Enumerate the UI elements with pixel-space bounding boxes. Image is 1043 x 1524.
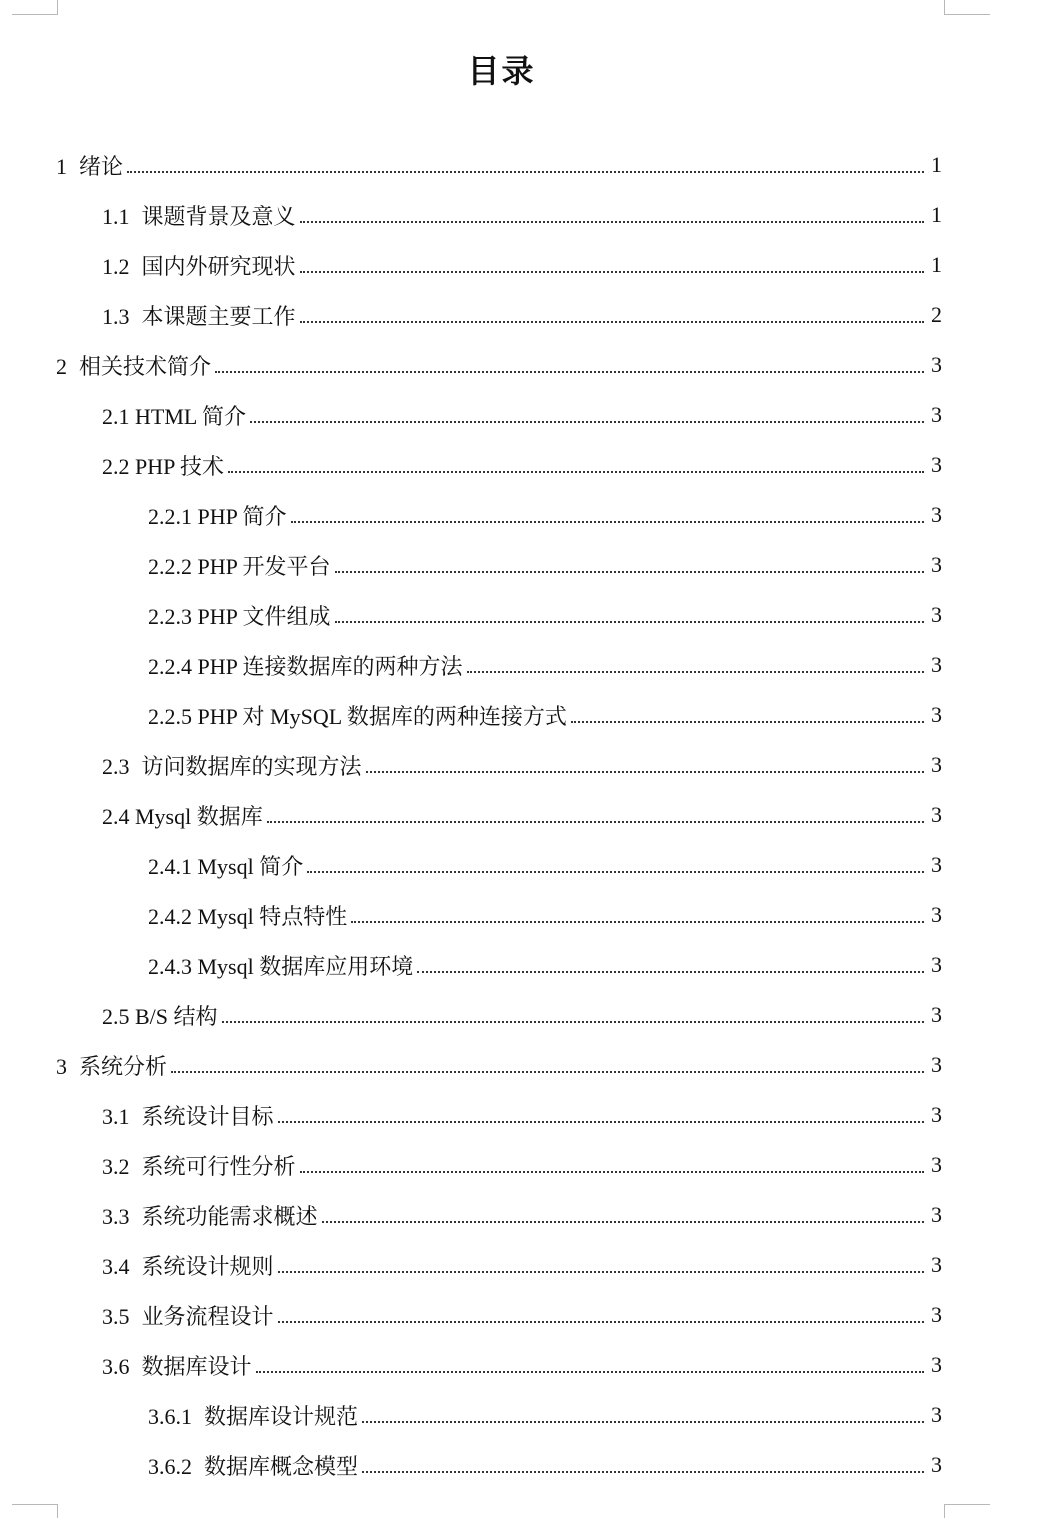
toc-entry-label bbox=[148, 850, 303, 881]
dot-leader bbox=[278, 1271, 924, 1273]
toc-entry[interactable] bbox=[148, 890, 942, 940]
toc-entry-text: 课题背景及意义 bbox=[141, 203, 296, 229]
toc-entry[interactable] bbox=[102, 1290, 942, 1340]
toc-entry-text: 2.1 HTML 简介 bbox=[102, 403, 247, 429]
toc-entry-label bbox=[148, 1450, 358, 1481]
dot-leader bbox=[291, 521, 924, 523]
toc-entry[interactable] bbox=[102, 990, 942, 1040]
toc-entry-text: 2.2.5 PHP 对 MySQL 数据库的两种连接方式 bbox=[148, 703, 567, 729]
toc-entry-label bbox=[102, 1250, 274, 1281]
dot-leader bbox=[417, 971, 924, 973]
toc-entry-page-number: 1 bbox=[931, 252, 942, 277]
toc-entry-label bbox=[148, 650, 463, 681]
toc-entry-text: 2.5 B/S 结构 bbox=[102, 1003, 218, 1029]
toc-entry-label bbox=[148, 550, 331, 581]
toc-entry[interactable] bbox=[148, 940, 942, 990]
toc-entry-label bbox=[148, 600, 331, 631]
dot-leader bbox=[278, 1321, 924, 1323]
toc-entry[interactable] bbox=[148, 840, 942, 890]
toc-entry-page-number: 3 bbox=[931, 1452, 942, 1477]
toc-entry-text: 2.2.2 PHP 开发平台 bbox=[148, 553, 331, 579]
dot-leader bbox=[300, 1171, 924, 1173]
toc-entry-label bbox=[148, 950, 413, 981]
toc-entry-page-number: 3 bbox=[931, 552, 942, 577]
toc-entry[interactable] bbox=[102, 740, 942, 790]
toc-entry-label bbox=[102, 1150, 296, 1181]
toc-entry-page-number: 3 bbox=[931, 1302, 942, 1327]
dot-leader bbox=[171, 1071, 924, 1073]
toc-entry-number: 3.3 bbox=[102, 1203, 130, 1229]
toc-entry-label bbox=[102, 1300, 274, 1331]
toc-entry-page-number: 3 bbox=[931, 902, 942, 927]
toc-entry-text: 2.4.3 Mysql 数据库应用环境 bbox=[148, 953, 414, 979]
toc-entry-page-number: 3 bbox=[931, 1252, 942, 1277]
dot-leader bbox=[127, 171, 924, 173]
toc-entry-text: 系统分析 bbox=[79, 1053, 168, 1079]
dot-leader bbox=[228, 471, 924, 473]
toc-entry-label bbox=[102, 200, 296, 231]
toc-entry[interactable] bbox=[102, 1340, 942, 1390]
dot-leader bbox=[351, 921, 924, 923]
toc-entry[interactable] bbox=[148, 1390, 942, 1440]
toc-entry-page-number: 3 bbox=[931, 1202, 942, 1227]
toc-entry-number: 1.3 bbox=[102, 303, 130, 329]
toc-entry-page-number: 3 bbox=[931, 502, 942, 527]
toc-entry[interactable] bbox=[148, 1440, 942, 1490]
toc-entry-page-number: 3 bbox=[931, 1052, 942, 1077]
toc-entry-label bbox=[56, 1050, 167, 1081]
toc-entry-label bbox=[102, 300, 296, 331]
toc-entry[interactable] bbox=[56, 140, 942, 190]
toc-entry[interactable] bbox=[102, 1140, 942, 1190]
page-title: 目录 bbox=[467, 52, 536, 90]
toc-entry-text: 绪论 bbox=[79, 153, 124, 179]
toc-entry-page-number: 3 bbox=[931, 1002, 942, 1027]
toc-entry-label bbox=[102, 1000, 218, 1031]
toc-entry-number: 3 bbox=[56, 1053, 67, 1079]
toc-entry-page-number: 3 bbox=[931, 652, 942, 677]
toc-entry-text: 数据库设计规范 bbox=[204, 1403, 359, 1429]
toc-entry-page-number: 3 bbox=[931, 452, 942, 477]
toc-entry[interactable] bbox=[102, 240, 942, 290]
toc-entry[interactable] bbox=[148, 640, 942, 690]
dot-leader bbox=[307, 871, 924, 873]
toc-entry-text: 系统可行性分析 bbox=[141, 1153, 296, 1179]
toc-entry-text: 数据库设计 bbox=[141, 1353, 252, 1379]
dot-leader bbox=[300, 221, 924, 223]
toc-entry-label bbox=[102, 1350, 252, 1381]
toc-entry-text: 数据库概念模型 bbox=[204, 1453, 359, 1479]
toc-entry[interactable] bbox=[102, 1090, 942, 1140]
toc-entry-label bbox=[102, 250, 296, 281]
toc-entry[interactable] bbox=[102, 290, 942, 340]
toc-entry-label bbox=[102, 750, 362, 781]
toc-entry[interactable] bbox=[102, 440, 942, 490]
toc-entry-number: 1 bbox=[56, 153, 67, 179]
toc-entry-label bbox=[102, 800, 263, 831]
toc-entry-text: 2.4 Mysql 数据库 bbox=[102, 803, 263, 829]
toc-entry-page-number: 3 bbox=[931, 952, 942, 977]
toc-entry-number: 3.5 bbox=[102, 1303, 130, 1329]
toc-entry-label bbox=[56, 350, 211, 381]
toc-entry-number: 3.1 bbox=[102, 1103, 130, 1129]
toc-entry-number: 3.6.1 bbox=[148, 1403, 192, 1429]
toc-entry-text: 访问数据库的实现方法 bbox=[141, 753, 362, 779]
toc-entry-page-number: 3 bbox=[931, 702, 942, 727]
toc-entry-page-number: 1 bbox=[931, 152, 942, 177]
toc-entry-page-number: 1 bbox=[931, 202, 942, 227]
dot-leader bbox=[335, 621, 924, 623]
toc-entry-text: 2.4.1 Mysql 简介 bbox=[148, 853, 304, 879]
toc-entry-page-number: 3 bbox=[931, 1102, 942, 1127]
toc-entry-label bbox=[102, 450, 224, 481]
toc-entry[interactable] bbox=[102, 790, 942, 840]
toc-entry-number: 1.1 bbox=[102, 203, 130, 229]
toc-entry-page-number: 3 bbox=[931, 1152, 942, 1177]
dot-leader bbox=[322, 1221, 924, 1223]
dot-leader bbox=[300, 321, 924, 323]
toc-entry-page-number: 3 bbox=[931, 802, 942, 827]
toc-entry-text: 业务流程设计 bbox=[141, 1303, 274, 1329]
toc-entry-label bbox=[102, 1100, 274, 1131]
toc-entry[interactable] bbox=[102, 1240, 942, 1290]
toc-entry[interactable] bbox=[148, 590, 942, 640]
toc-entry-label bbox=[102, 400, 246, 431]
toc-entry[interactable] bbox=[148, 490, 942, 540]
dot-leader bbox=[222, 1021, 924, 1023]
toc-entry-text: 系统功能需求概述 bbox=[141, 1203, 318, 1229]
toc-entry-number: 2.3 bbox=[102, 753, 130, 779]
toc-entry-text: 2.2.3 PHP 文件组成 bbox=[148, 603, 331, 629]
toc-entry-text: 相关技术简介 bbox=[79, 353, 212, 379]
dot-leader bbox=[250, 421, 924, 423]
toc-entry-text: 系统设计目标 bbox=[141, 1103, 274, 1129]
toc-entry-label bbox=[148, 700, 567, 731]
toc-entry-page-number: 3 bbox=[931, 1402, 942, 1427]
toc-entry-text: 2.2 PHP 技术 bbox=[102, 453, 225, 479]
dot-leader bbox=[335, 571, 924, 573]
toc-entry-text: 2.4.2 Mysql 特点特性 bbox=[148, 903, 348, 929]
toc-entry-number: 3.2 bbox=[102, 1153, 130, 1179]
toc-entry[interactable] bbox=[148, 690, 942, 740]
toc-entry-page-number: 3 bbox=[931, 752, 942, 777]
dot-leader bbox=[256, 1371, 924, 1373]
toc-entry-page-number: 2 bbox=[931, 302, 942, 327]
dot-leader bbox=[467, 671, 924, 673]
toc-entry-label bbox=[148, 1400, 358, 1431]
dot-leader bbox=[366, 771, 924, 773]
toc-entry-number: 3.6 bbox=[102, 1353, 130, 1379]
dot-leader bbox=[571, 721, 924, 723]
toc-entry-text: 2.2.4 PHP 连接数据库的两种方法 bbox=[148, 653, 463, 679]
toc-entry-page-number: 3 bbox=[931, 1352, 942, 1377]
toc-entry-text: 国内外研究现状 bbox=[141, 253, 296, 279]
toc-entry-text: 本课题主要工作 bbox=[141, 303, 296, 329]
dot-leader bbox=[300, 271, 924, 273]
toc-entry-label bbox=[102, 1200, 318, 1231]
dot-leader bbox=[278, 1121, 924, 1123]
toc-entry-page-number: 3 bbox=[931, 602, 942, 627]
dot-leader bbox=[362, 1421, 924, 1423]
toc-entry-label bbox=[56, 150, 123, 181]
toc-entry-page-number: 3 bbox=[931, 402, 942, 427]
toc-entry-number: 1.2 bbox=[102, 253, 130, 279]
toc-entry-page-number: 3 bbox=[931, 352, 942, 377]
toc-entry[interactable] bbox=[56, 1040, 942, 1090]
toc-entry[interactable] bbox=[102, 1190, 942, 1240]
dot-leader bbox=[215, 371, 924, 373]
dot-leader bbox=[267, 821, 924, 823]
toc-entry[interactable] bbox=[56, 340, 942, 390]
toc-entry[interactable] bbox=[102, 390, 942, 440]
toc-entry-page-number: 3 bbox=[931, 852, 942, 877]
toc-entry-text: 系统设计规则 bbox=[141, 1253, 274, 1279]
dot-leader bbox=[362, 1471, 924, 1473]
toc-entry-label bbox=[148, 900, 347, 931]
toc-entry[interactable] bbox=[148, 540, 942, 590]
toc-entry-number: 2 bbox=[56, 353, 67, 379]
toc-entry-number: 3.4 bbox=[102, 1253, 130, 1279]
toc-entry-text: 2.2.1 PHP 简介 bbox=[148, 503, 287, 529]
toc-entry[interactable] bbox=[102, 190, 942, 240]
toc-entry-label bbox=[148, 500, 287, 531]
toc-entry-number: 3.6.2 bbox=[148, 1453, 192, 1479]
